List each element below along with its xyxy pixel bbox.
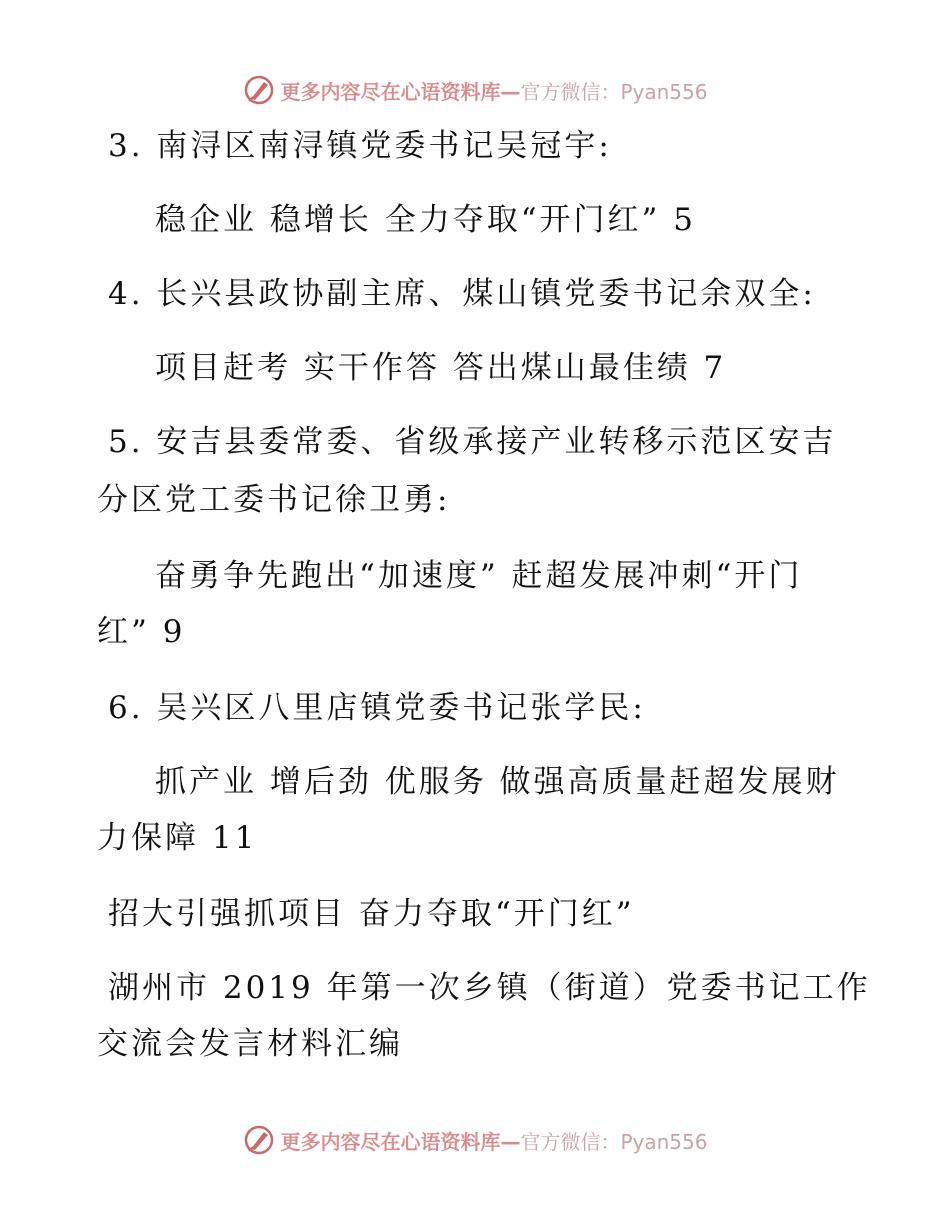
toc-line: 湖州市 2019 年第一次乡镇（街道）党委书记工作: [108, 970, 871, 1006]
toc-line: 6. 吴兴区八里店镇党委书记张学民:: [108, 690, 646, 726]
toc-line: 抓产业 增后劲 优服务 做强高质量赶超发展财: [155, 764, 840, 800]
toc-line: 奋勇争先跑出“加速度” 赶超发展冲刺“开门: [155, 558, 803, 594]
watermark-text: 更多内容尽在心语资料库—官方微信：Pyan556: [280, 79, 708, 104]
toc-line: 3. 南浔区南浔镇党委书记吴冠宇:: [108, 128, 612, 164]
toc-line: 5. 安吉县委常委、省级承接产业转移示范区安吉: [108, 424, 837, 460]
toc-line: 红” 9: [97, 614, 186, 650]
toc-line: 招大引强抓项目 奋力夺取“开门红”: [108, 896, 635, 932]
toc-line: 交流会发言材料汇编: [97, 1026, 403, 1062]
toc-line: 稳企业 稳增长 全力夺取“开门红” 5: [155, 202, 696, 238]
feather-pen-icon: [242, 1123, 276, 1157]
watermark-banner-top: [0, 70, 950, 110]
toc-line: 力保障 11: [97, 820, 258, 856]
toc-line: 4. 长兴县政协副主席、煤山镇党委书记余双全:: [108, 276, 816, 312]
feather-pen-icon: [242, 73, 276, 107]
watermark-text: 更多内容尽在心语资料库—官方微信：Pyan556: [280, 1129, 708, 1154]
toc-line: 分区党工委书记徐卫勇:: [97, 482, 451, 518]
watermark-wechat: 官方微信：Pyan556: [520, 1129, 708, 1154]
toc-line: 项目赶考 实干作答 答出煤山最佳绩 7: [155, 350, 727, 386]
watermark-wechat: 官方微信：Pyan556: [520, 79, 708, 104]
watermark-banner-bottom: [0, 1120, 950, 1160]
